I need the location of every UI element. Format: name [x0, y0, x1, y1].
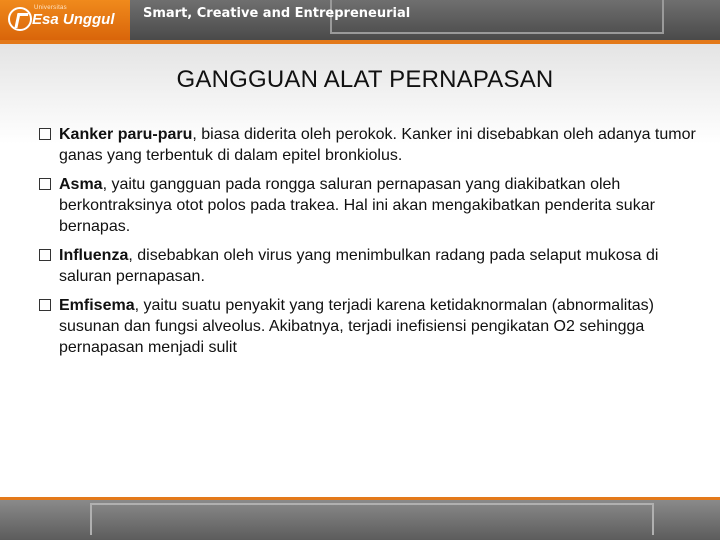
list-item	[39, 295, 699, 358]
item-text: , biasa diderita oleh perokok. Kanker ini disebabkan oleh adanya tumor ganas yang terbentuk di dalam epitel bronkiolus.	[59, 126, 696, 164]
list-item	[39, 124, 699, 166]
list-item	[39, 174, 699, 237]
bullet-list	[39, 124, 699, 366]
logo-small-text: Universitas	[34, 5, 67, 11]
checkbox-bullet-icon	[39, 178, 51, 190]
item-text: , disebabkan oleh virus yang menimbulkan radang pada selaput mukosa di saluran pernapasan.	[59, 247, 659, 285]
item-term: Kanker paru-paru	[59, 126, 193, 143]
footer-decoration	[90, 503, 654, 535]
university-logo	[0, 0, 130, 40]
slide-title: GANGGUAN ALAT PERNAPASAN	[176, 66, 554, 93]
logo-name: Esa Unggul	[32, 11, 115, 28]
item-term: Asma	[59, 176, 103, 193]
checkbox-bullet-icon	[39, 299, 51, 311]
header-band	[0, 0, 720, 40]
checkbox-bullet-icon	[39, 249, 51, 261]
item-term: Influenza	[59, 247, 129, 264]
item-term: Emfisema	[59, 297, 135, 314]
item-text: , yaitu suatu penyakit yang terjadi karena ketidaknormalan (abnormalitas) susunan dan fungsi alveolus. Akibatnya, terjadi inefisiensi pengikatan O2 sehingga pernapasan menjadi sulit	[59, 297, 654, 356]
logo-emblem-icon	[8, 7, 32, 31]
list-item	[39, 245, 699, 287]
tagline: Smart, Creative and Entrepreneurial	[143, 6, 411, 21]
checkbox-bullet-icon	[39, 128, 51, 140]
item-text: , yaitu gangguan pada rongga saluran pernapasan yang diakibatkan oleh berkontraksinya otot polos pada trakea. Hal ini akan mengakibatkan penderita sukar bernapas.	[59, 176, 655, 235]
